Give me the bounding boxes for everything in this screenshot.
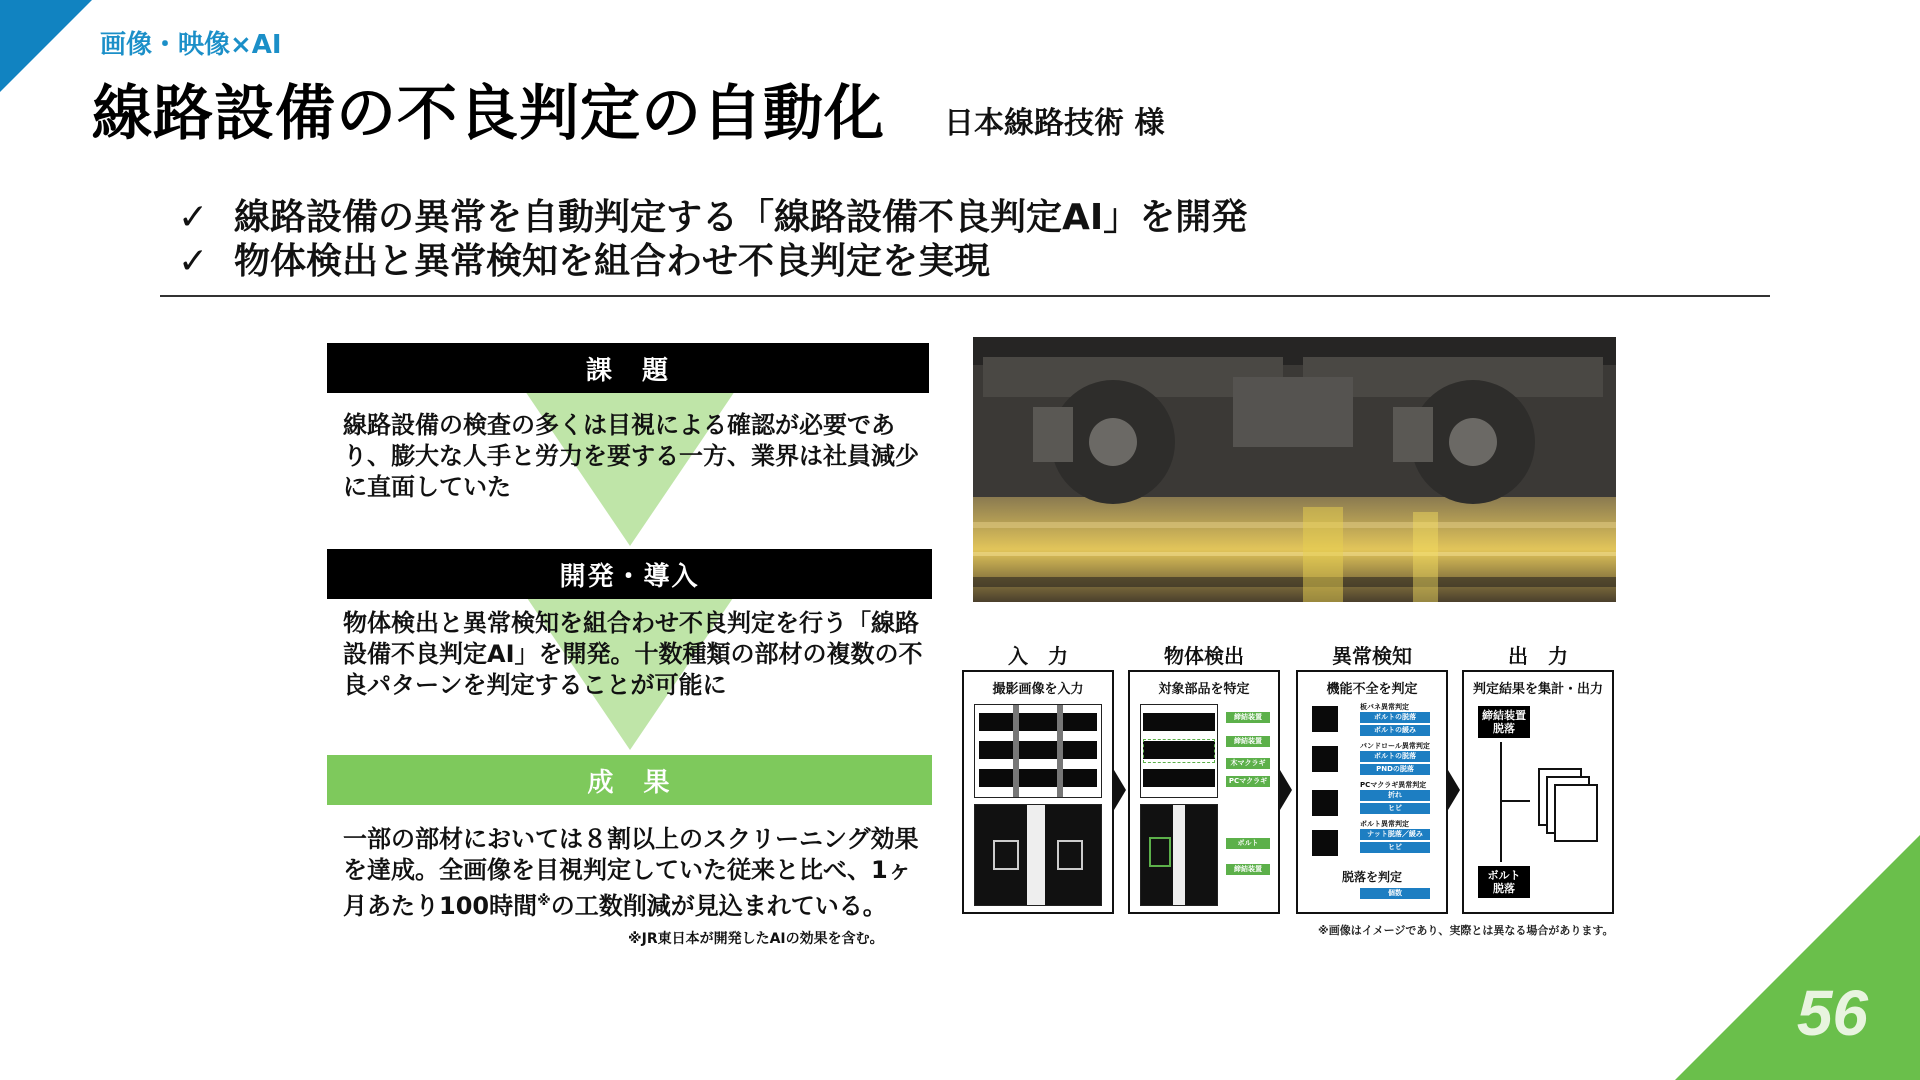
train-bogie-image (973, 337, 1616, 602)
drop-tag: 個数 (1360, 888, 1430, 899)
anomaly-tag: ヒビ (1360, 842, 1430, 853)
document-icon (1554, 784, 1598, 842)
result-footnote: ※JR東日本が開発したAIの効果を含む。 (628, 931, 884, 947)
stage-head-output: 出 力 (1508, 644, 1568, 668)
stage-head-detect: 物体検出 (1164, 644, 1244, 668)
detect-tag: PCマクラギ (1226, 776, 1270, 787)
connector-line (1500, 800, 1530, 802)
page-title: 線路設備の不良判定の自動化 (92, 79, 885, 149)
detect-tag: 締結装置 (1226, 736, 1270, 747)
stage-anomaly (1296, 670, 1448, 914)
stage-sub-input: 撮影画像を入力 (992, 682, 1084, 697)
summary-bullets (178, 196, 1247, 284)
stage-detect (1128, 670, 1280, 914)
result-body-text: 一部の部材においては８割以上のスクリーニング効果を達成。全画像を目視判定していた従来と比べ、1ヶ月あたり100時間 (343, 825, 919, 920)
flow-arrow-icon (1448, 770, 1460, 810)
anomaly-thumb (1312, 706, 1338, 732)
detect-tag: ボルト (1226, 838, 1270, 849)
corner-decoration-top-left (0, 0, 92, 92)
anomaly-tag: ナット脱落／緩み (1360, 829, 1430, 840)
issue-body: 線路設備の検査の多くは目視による確認が必要であり、膨大な人手と労力を要する一方、業界は社員減少に直面していた (343, 411, 919, 501)
result-section (327, 755, 932, 805)
detect-image-top (1140, 704, 1218, 798)
category-label: 画像・映像×AI (100, 30, 282, 60)
stage-output (1462, 670, 1614, 914)
bullet-text: 物体検出と異常検知を組合わせ不良判定を実現 (234, 241, 991, 282)
anomaly-tag: PNDの脱落 (1360, 764, 1430, 775)
anomaly-tag: ボルトの緩み (1360, 725, 1430, 736)
development-body: 物体検出と異常検知を組合わせ不良判定を行う「線路設備不良判定AI」を開発。十数種類の部材の複数の不良パターンを判定することが可能に (343, 609, 923, 699)
detect-tag: 締結装置 (1226, 712, 1270, 723)
check-icon: ✓ (178, 197, 209, 238)
stage-sub-output: 判定結果を集計・出力 (1472, 682, 1603, 697)
detect-tag: 木マクラギ (1226, 758, 1270, 769)
train-photo (973, 337, 1616, 602)
detect-image-bottom (1140, 804, 1218, 906)
issue-section (327, 343, 929, 393)
anomaly-tag: ボルトの脱落 (1360, 751, 1430, 762)
drop-label: 脱落を判定 (1341, 870, 1402, 884)
page-number: 56 (1796, 977, 1868, 1049)
output-box: ボルト 脱落 (1478, 866, 1530, 898)
detect-tag: 締結装置 (1226, 864, 1270, 875)
bullet-item (178, 196, 1247, 240)
stage-head-input: 入 力 (1008, 644, 1068, 668)
check-icon: ✓ (178, 241, 209, 282)
issue-heading: 課 題 (327, 343, 929, 393)
flow-arrow-icon (1280, 770, 1292, 810)
anomaly-tag: 折れ (1360, 790, 1430, 801)
anomaly-tag: ヒビ (1360, 803, 1430, 814)
result-body-text-end: の工数削減が見込まれている。 (550, 892, 887, 920)
stage-sub-detect: 対象部品を特定 (1158, 682, 1250, 697)
anomaly-thumb (1312, 746, 1338, 772)
anomaly-thumb (1312, 790, 1338, 816)
stage-sub-anomaly: 機能不全を判定 (1326, 682, 1418, 697)
rail-image-bottom (974, 804, 1102, 906)
client-name: 日本線路技術 様 (944, 106, 1165, 141)
connector-line (1500, 742, 1502, 862)
footnote-mark: ※ (537, 893, 551, 909)
development-section (327, 549, 932, 599)
anomaly-label: パンドロール異常判定 (1360, 742, 1430, 750)
bullet-item (178, 240, 1247, 284)
anomaly-label: ボルト異常判定 (1360, 820, 1409, 828)
anomaly-label: PCマクラギ異常判定 (1360, 781, 1427, 789)
result-body (343, 824, 933, 922)
divider-line (160, 295, 1770, 297)
stage-input (962, 670, 1114, 914)
anomaly-label: 板バネ異常判定 (1360, 703, 1409, 711)
diagram-note: ※画像はイメージであり、実際とは異なる場合があります。 (1318, 924, 1614, 937)
bullet-text: 線路設備の異常を自動判定する「線路設備不良判定AI」を開発 (234, 197, 1248, 238)
anomaly-tag: ボルトの脱落 (1360, 712, 1430, 723)
stage-head-anomaly: 異常検知 (1332, 644, 1412, 668)
flow-arrow-icon (1114, 770, 1126, 810)
rail-image-top (974, 704, 1102, 798)
anomaly-thumb (1312, 830, 1338, 856)
output-box: 締結装置 脱落 (1478, 706, 1530, 738)
development-heading: 開発・導入 (327, 549, 932, 599)
result-heading: 成 果 (327, 755, 932, 805)
